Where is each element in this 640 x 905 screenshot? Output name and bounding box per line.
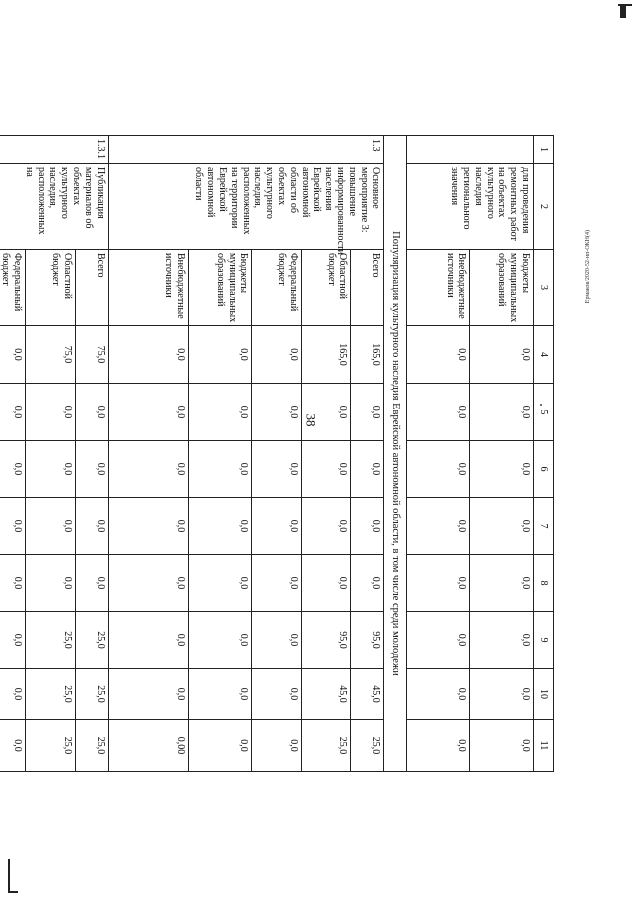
value-cell: 25,0: [351, 720, 384, 772]
value-cell: 0,0: [0, 669, 26, 720]
value-cell: 0,0: [0, 498, 26, 555]
value-cell: 95,0: [351, 612, 384, 669]
value-cell: 0,0: [470, 555, 534, 612]
funding-source: Областной бюджет: [26, 250, 75, 326]
corner-mark: [8, 891, 18, 893]
value-cell: 0,0: [75, 555, 108, 612]
funding-source: Областной бюджет: [301, 250, 350, 326]
value-cell: 0,0: [188, 441, 252, 498]
value-cell: 0,0: [406, 498, 470, 555]
value-cell: 0,0: [470, 441, 534, 498]
value-cell: 0,0: [108, 498, 188, 555]
value-cell: 0,0: [252, 498, 301, 555]
value-cell: 0,0: [470, 384, 534, 441]
col-header: 4: [533, 326, 553, 384]
value-cell: 165,0: [301, 326, 350, 384]
col-header: 7: [533, 498, 553, 555]
value-cell: 45,0: [301, 669, 350, 720]
value-cell: 0,0: [252, 555, 301, 612]
table-row: [470, 136, 534, 772]
value-cell: 0,0: [0, 555, 26, 612]
value-cell: 0,0: [188, 555, 252, 612]
value-cell: 0,0: [108, 555, 188, 612]
table-row: [75, 136, 108, 772]
col-header: 3: [533, 250, 553, 326]
value-cell: 0,0: [252, 326, 301, 384]
col-header: 10: [533, 669, 553, 720]
funding-source: Всего: [75, 250, 108, 326]
value-cell: 0,0: [351, 555, 384, 612]
value-cell: 0,0: [470, 498, 534, 555]
value-cell: 0,0: [406, 612, 470, 669]
value-cell: 25,0: [75, 720, 108, 772]
value-cell: 0,0: [252, 669, 301, 720]
value-cell: 25,0: [26, 720, 75, 772]
value-cell: 0,0: [188, 669, 252, 720]
value-cell: 75,0: [75, 326, 108, 384]
value-cell: 0,0: [301, 441, 350, 498]
value-cell: 0,0: [0, 326, 26, 384]
col-header: 11: [533, 720, 553, 772]
funding-source: Федеральный бюджет: [0, 250, 26, 326]
value-cell: 0,0: [351, 498, 384, 555]
col-header: 6: [533, 441, 553, 498]
col-header: 8: [533, 555, 553, 612]
value-cell: 0,0: [188, 384, 252, 441]
col-header: 5: [533, 384, 553, 441]
item-number: [406, 136, 533, 164]
value-cell: 0,0: [406, 326, 470, 384]
value-cell: 0,0: [301, 555, 350, 612]
value-cell: 0,0: [351, 441, 384, 498]
header-row: [533, 136, 553, 772]
value-cell: 0,0: [75, 384, 108, 441]
value-cell: 95,0: [301, 612, 350, 669]
table-row: [351, 136, 384, 772]
value-cell: 0,0: [252, 384, 301, 441]
value-cell: 0,0: [470, 669, 534, 720]
funding-source: Федеральный бюджет: [252, 250, 301, 326]
value-cell: 0,0: [252, 612, 301, 669]
value-cell: 75,0: [26, 326, 75, 384]
value-cell: 0,0: [75, 498, 108, 555]
value-cell: 0,0: [26, 498, 75, 555]
funding-source: Внебюджетные источники: [108, 250, 188, 326]
value-cell: 0,0: [188, 326, 252, 384]
value-cell: 25,0: [301, 720, 350, 772]
value-cell: 0,0: [470, 720, 534, 772]
value-cell: 0,0: [108, 441, 188, 498]
value-cell: 0,00: [108, 720, 188, 772]
item-number: 1.3: [108, 136, 384, 164]
value-cell: 25,0: [26, 669, 75, 720]
value-cell: 0,0: [301, 498, 350, 555]
item-name: для проведения ремонтных работ на объектах культурного наследия регионального значения: [406, 164, 533, 250]
value-cell: 25,0: [75, 669, 108, 720]
value-cell: 0,0: [26, 441, 75, 498]
section-title: Популяризация культурного наследия Еврейской автономной области, в том числе среди молодежи: [384, 136, 406, 772]
value-cell: 0,0: [0, 612, 26, 669]
section-row: [384, 136, 406, 772]
funding-source: Бюджеты муниципальных образований: [470, 250, 534, 326]
funding-source: Внебюджетные источники: [406, 250, 470, 326]
funding-source: Всего: [351, 250, 384, 326]
value-cell: 0,0: [75, 441, 108, 498]
value-cell: 45,0: [351, 669, 384, 720]
value-cell: 0,0: [252, 441, 301, 498]
value-cell: 0,0: [406, 720, 470, 772]
value-cell: 0,0: [0, 384, 26, 441]
value-cell: 0,0: [406, 669, 470, 720]
table-body: [0, 136, 554, 772]
col-header: 1: [533, 136, 553, 164]
value-cell: 0,0: [0, 441, 26, 498]
value-cell: 0,0: [108, 612, 188, 669]
corner-mark: [620, 4, 626, 18]
value-cell: 0,0: [470, 326, 534, 384]
value-cell: 0,0: [108, 326, 188, 384]
scan-artifact: [540, 404, 542, 406]
value-cell: 25,0: [75, 612, 108, 669]
value-cell: 0,0: [406, 555, 470, 612]
value-cell: 0,0: [188, 612, 252, 669]
item-number: 1.3.1: [0, 136, 108, 164]
value-cell: 0,0: [108, 669, 188, 720]
item-name: Основное мероприятие 3: повышение информированности населения Еврейской автономной области об объектах культурного наследия, расположенных на территории Еврейской автономной области: [108, 164, 384, 250]
col-header: 2: [533, 164, 553, 250]
budget-table-rotated: [0, 135, 554, 771]
corner-mark: [8, 859, 10, 893]
value-cell: 0,0: [188, 498, 252, 555]
item-name: Публикация материалов об объектах культурного наследия, расположенных на: [0, 164, 108, 250]
value-cell: 0,0: [26, 555, 75, 612]
value-cell: 0,0: [26, 384, 75, 441]
value-cell: 0,0: [301, 384, 350, 441]
value-cell: 25,0: [26, 612, 75, 669]
col-header: 9: [533, 612, 553, 669]
budget-table: [0, 135, 554, 772]
value-cell: 0,0: [351, 384, 384, 441]
value-cell: 165,0: [351, 326, 384, 384]
corner-mark: [618, 4, 632, 6]
value-cell: 0,0: [252, 720, 301, 772]
page-number: 38: [303, 413, 319, 427]
value-cell: 0,0: [0, 720, 26, 772]
value-cell: 0,0: [108, 384, 188, 441]
value-cell: 0,0: [188, 720, 252, 772]
document-code: Ермаков/2020-52-нп-ОКН(4): [585, 230, 591, 304]
value-cell: 0,0: [406, 441, 470, 498]
value-cell: 0,0: [406, 384, 470, 441]
funding-source: Бюджеты муниципальных образований: [188, 250, 252, 326]
value-cell: 0,0: [470, 612, 534, 669]
